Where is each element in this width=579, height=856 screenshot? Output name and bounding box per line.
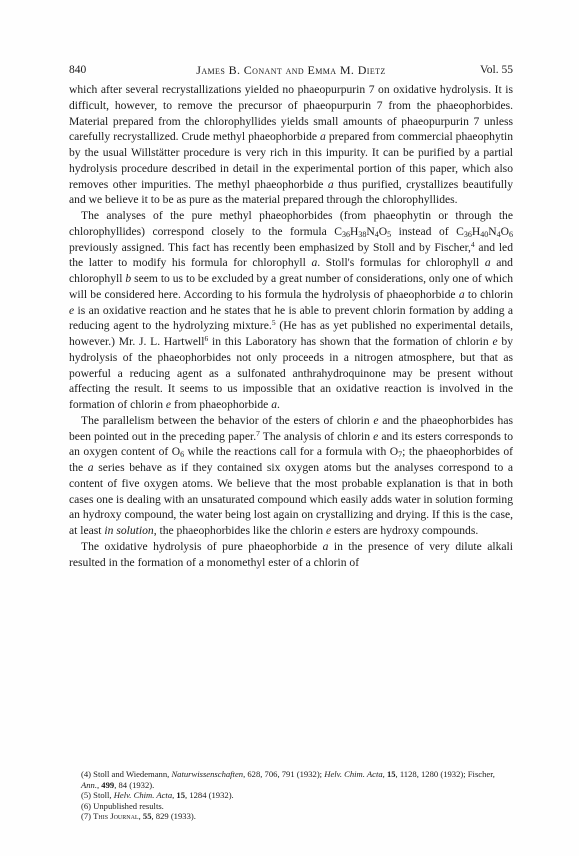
footnote-6: (6) Unpublished results. <box>81 800 164 811</box>
article-body <box>69 82 513 570</box>
paragraph-3: The parallelism between the behavior of the esters of chlorin e and the phaeophorbides has been pointed out in the preceding paper.$^7$ The analysis of chlorin e and its esters corresponds to an oxygen content of $O_6$ while the reactions call for a formula with $O_7$; the phaeophorbides of the a series behave as if they contained six oxygen atoms but the analyses correspond to a content of five oxygen atoms. We believe that the most probable explanation is that in both cases one is dealing with an unsaturated compound which easily adds water in solution forming an hydroxy compound, the water being lost again on crystallizing and drying. If this is the case, at least in solution, the phaeophorbides like the chlorin e esters are hydroxy compounds. <box>69 413 514 537</box>
volume-label: Vol. 55 <box>479 64 513 76</box>
footnote-4: (4) Stoll and Wiedemann, Naturwissenschaften, 628, 706, 791 (1932); Helv. Chim. Acta, 15, 1128, 1280 (1932); Fischer, Ann., 499, 84 (1932). <box>81 769 495 790</box>
paragraph-1: which after several recrystallizations yielded no phaeopurpurin 7 on oxidative hydrolysis. It is difficult, however, to remove the precursor of phaeopurpurin 7 from the phaeophorbides. Material prepared from the chlorophyllides yields small amounts of phaeopurpurin 7 unless carefully recrystallized. Crude methyl phaeophorbide a prepared from commercial phaeophytin by the usual Willstätter procedure is very rich in this impurity. It can be purified by a partial hydrolysis procedure described in detail in the experimental portion of this paper, which also removes other impurities. The methyl phaeophorbide a thus purified, crystallizes beautifully and we believe it to be as pure as the material prepared through the chlorophyllides. <box>69 83 513 207</box>
paragraph-4: The oxidative hydrolysis of pure phaeophorbide a in the presence of very dilute alkali resulted in the formation of a monomethyl ester of a chlorin of <box>69 539 513 569</box>
running-head-authors: James B. Conant and Emma M. Dietz <box>196 63 386 77</box>
paragraph-2: The analyses of the pure methyl phaeophorbides (from phaeophytin or through the chlorophyllides) correspond closely to the formula $C_{36}H_{38}N_4O_5$ instead of $C_{36}H_{40}N_4O_6$ previously assigned. This fact has recently been emphasized by Stoll and by Fischer,$^4$ and led the latter to modify his formula for chlorophyll a. Stoll's formulas for chlorophyll a and chlorophyll b seem to us to be excluded by a great number of considerations, only one of which will be considered here. According to his formula the hydrolysis of phaeophorbide a to chlorin e is an oxidative reaction and he states that he is able to prevent chlorin formation by adding a reducing agent to the hydrolyzing mixture.$^5$ (He has as yet published no experimental details, however.) Mr. J. L. Hartwell$^6$ in this Laboratory has shown that the formation of chlorin e by hydrolysis of the phaeophorbides not only proceeds in a nitrogen atmosphere, but that as powerful a reducing agent as a sulfonated anthrahydroquinone may be present without affecting the result. It seems to us impossible that an oxidative reaction is involved in the formation of chlorin e from phaeophorbide a. <box>69 209 514 411</box>
running-header <box>69 62 513 78</box>
footnote-5: (5) Stoll, Helv. Chim. Acta, 15, 1284 (1932). <box>81 790 234 801</box>
footnote-7: (7) This Journal, 55, 829 (1933). <box>81 811 196 822</box>
footnotes <box>69 769 513 822</box>
page-number: 840 <box>69 64 87 76</box>
